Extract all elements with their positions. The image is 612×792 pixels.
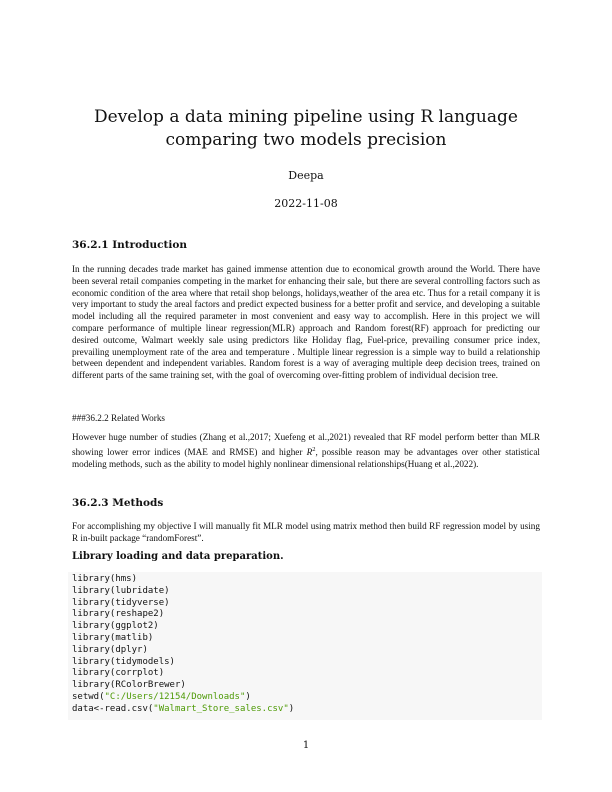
code-block: [72, 574, 538, 716]
intro-paragraph: In the running decades trade market has gained immense attention due to economical growth around the World. There have been several retail companies competing in the market for enhancing their sale, but there are several controlling factors such as economic condition of the area where that retail shop belongs, holidays,weather of the area etc. Thus for a retail company it is very important to study the areal factors and predict expected business for a better profit and service, and developing a suitable model including all the required parameter in most convenient and easy way to accomplish. Here in this project we will compare performance of multiple linear regression(MLR) approach and Random forest(RF) approach for predicting our desired outcome, Walmart weekly sale using predictors like Holiday flag, Fuel-price, prevailing consumer price index, prevailing unemployment rate of the area and temperature . Multiple linear regression is a simple way to build a relationship between dependent and independent variables. Random forest is a way of averaging multiple deep decision trees, trained on different parts of the same training set, with the goal of overcoming over-fitting problem of individual decision tree.: [72, 264, 540, 381]
code-line: library(ggplot2): [72, 621, 159, 632]
code-line: library(RColorBrewer): [72, 680, 186, 691]
code-line: library(tidyverse): [72, 597, 170, 608]
intro-heading: 36.2.1 Introduction: [72, 239, 187, 251]
related-heading: ###36.2.2 Related Works: [72, 413, 165, 423]
code-string: "C:/Users/12154/Downloads": [104, 691, 246, 702]
code-line: library(lubridate): [72, 585, 170, 596]
code-line: library(matlib): [72, 632, 154, 643]
related-text-after: , possible reason may be advantages over other statistical modeling methods, such as the ability to model highly nonlinear dimensional relationships(Huang et al.,2022).: [72, 446, 540, 469]
code-string: "Walmart_Store_sales.csv": [153, 703, 289, 714]
code-line: library(hms): [72, 574, 138, 584]
code-line: library(tidymodels): [72, 656, 175, 667]
related-text-before: However huge number of studies (Zhang et al.,2017; Xuefeng et al.,2021) revealed that RF model perform better than MLR showing lower error indices (MAE and RMSE) and higher: [72, 432, 540, 457]
author: Deepa: [288, 169, 324, 182]
code-line-setwd: setwd("C:/Users/12154/Downloads"): [72, 691, 251, 702]
code-line: library(corrplot): [72, 668, 165, 679]
page-number: 1: [302, 740, 310, 751]
code-line: library(dplyr): [72, 644, 148, 655]
paper-title: Develop a data mining pipeline using R language comparing two models precision: [94, 107, 518, 150]
related-paragraph: [72, 432, 540, 470]
methods-paragraph: For accomplishing my objective I will manually fit MLR model using matrix method then build RF regression model by using R in-built package “randomForest”.: [72, 521, 540, 543]
methods-heading: 36.2.3 Methods: [72, 497, 164, 509]
library-heading: Library loading and data preparation.: [72, 551, 284, 562]
code-line-read: data<-read.csv("Walmart_Store_sales.csv"): [72, 703, 295, 714]
date: 2022-11-08: [274, 197, 338, 210]
r-symbol: R: [306, 446, 313, 457]
code-line: library(reshape2): [72, 609, 165, 620]
r-superscript: 2: [312, 445, 316, 453]
